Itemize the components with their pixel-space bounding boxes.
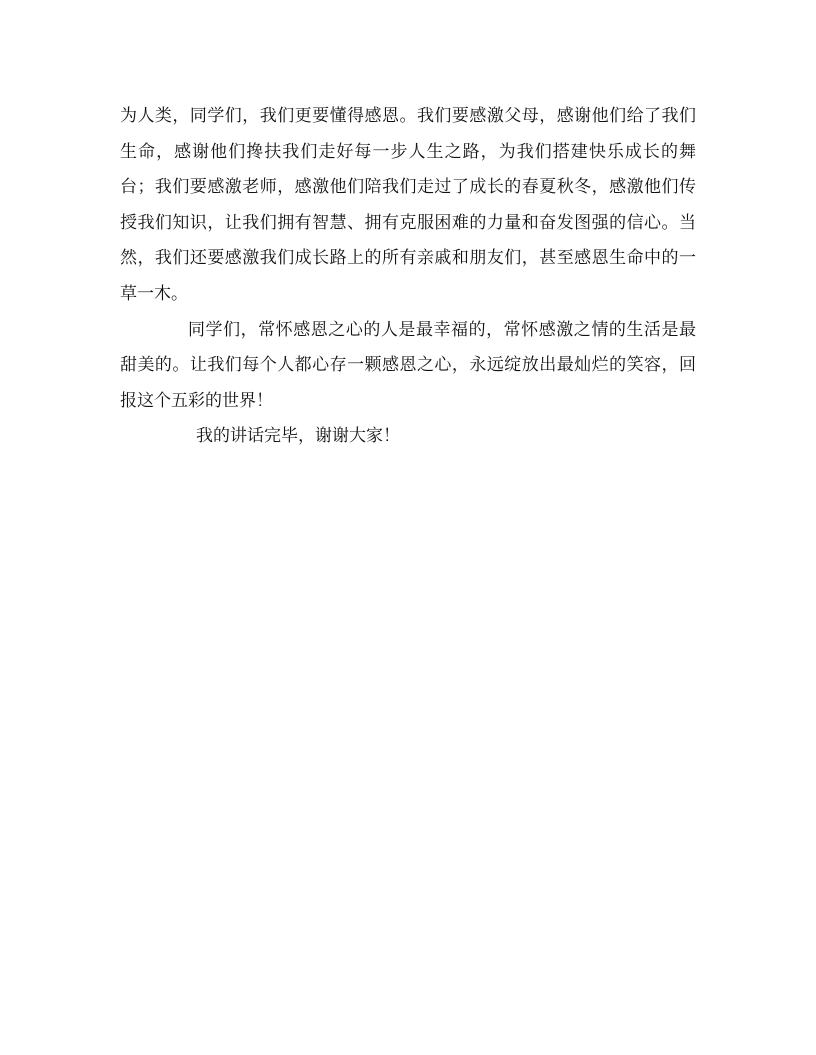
document-body <box>120 99 696 455</box>
paragraph-happiness: 同学们，常怀感恩之心的人是最幸福的，常怀感激之情的生活是最甜美的。让我们每个人都心存一颗感恩之心，永远绽放出最灿烂的笑容，回报这个五彩的世界！ <box>120 319 696 411</box>
paragraph-closing: 我的讲话完毕，谢谢大家！ <box>196 426 400 447</box>
paragraph-gratitude: 为人类，同学们，我们更要懂得感恩。我们要感激父母，感谢他们给了我们生命，感谢他们搀扶我们走好每一步人生之路，为我们搭建快乐成长的舞台；我们要感激老师，感激他们陪我们走过了成长的春夏秋冬，感激他们传授我们知识，让我们拥有智慧、拥有克服困难的力量和奋发图强的信心。当然，我们还要感激我们成长路上的所有亲戚和朋友们，甚至感恩生命中的一草一木。 <box>120 106 696 304</box>
